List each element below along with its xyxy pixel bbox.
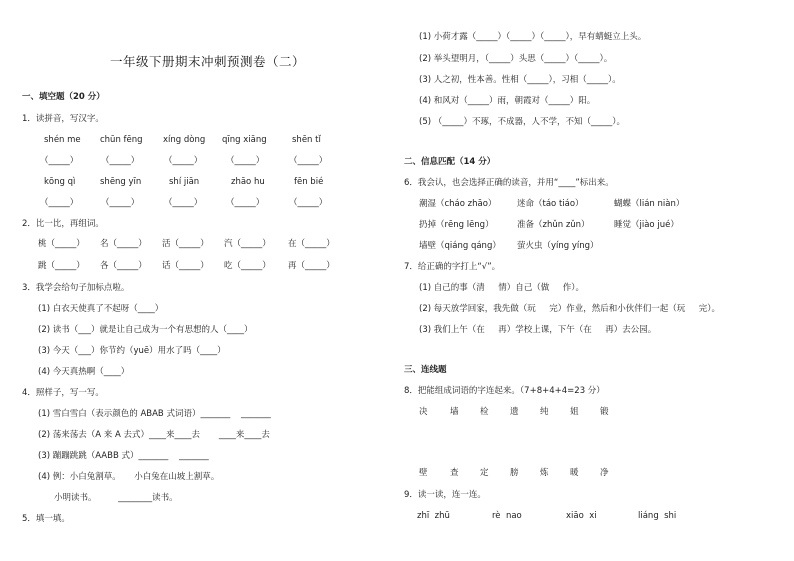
- section-1-heading: 一、填空题（20 分）: [22, 92, 105, 102]
- blank-2-5[interactable]: （_____）: [289, 198, 328, 208]
- q5-item-3[interactable]: (3) 人之初，性本善。性相（_____），习相（_____）。: [419, 75, 621, 85]
- blank-1-4[interactable]: （_____）: [226, 156, 265, 166]
- q7-item-2[interactable]: (2) 每天放学回家，我先做（玩 完）作业，然后和小伙伴们一起（玩 完）。: [419, 304, 721, 314]
- blank-2-1[interactable]: （_____）: [40, 198, 79, 208]
- q6-2-1[interactable]: 扔掉（rēng lēng）: [419, 220, 494, 230]
- pinyin-2-2: shēng yīn: [100, 177, 142, 187]
- q9-pinyin-2[interactable]: rè nao: [492, 511, 522, 521]
- blank-2-4[interactable]: （_____）: [226, 198, 265, 208]
- q8-top-6[interactable]: 姐: [570, 407, 579, 417]
- q5-item-2[interactable]: (2) 举头望明月，（_____）头思（_____）（_____）。: [419, 54, 613, 64]
- q6-3-1[interactable]: 墙壁（qiáng qáng）: [419, 241, 501, 251]
- q8-bottom-6[interactable]: 暖: [570, 468, 579, 478]
- section-3-heading: 三、连线题: [404, 365, 447, 375]
- compare-2-1[interactable]: 跳（_____）: [38, 261, 85, 271]
- pinyin-1-5: shēn tǐ: [292, 135, 321, 145]
- compare-1-5[interactable]: 在（_____）: [288, 239, 335, 249]
- compare-1-4[interactable]: 汽（_____）: [224, 239, 271, 249]
- q5-item-4[interactable]: (4) 和风对（_____）雨，朝霞对（_____）阳。: [419, 96, 596, 106]
- q4-example[interactable]: 小明读书。 ________读书。: [54, 493, 178, 503]
- question-1: 1．读拼音，写汉字。: [22, 114, 104, 124]
- q6-3-2[interactable]: 萤火虫（yíng yíng）: [517, 241, 599, 251]
- compare-1-3[interactable]: 活（_____）: [162, 239, 209, 249]
- question-7: 7．给正确的字打上“√”。: [404, 262, 501, 272]
- question-4: 4．照样子，写一写。: [22, 388, 104, 398]
- q8-top-7[interactable]: 锻: [600, 407, 609, 417]
- q7-item-3[interactable]: (3) 我们上午（在 再）学校上课，下午（在 再）去公园。: [419, 325, 657, 335]
- pinyin-2-1: kōng qì: [44, 177, 76, 187]
- blank-1-3[interactable]: （_____）: [164, 156, 203, 166]
- page-title: 一年级下册期末冲刺预测卷（二）: [110, 54, 306, 69]
- question-6: 6．我会认，也会选择正确的读音，并用“____”标出来。: [404, 178, 614, 188]
- q6-2-3[interactable]: 睡觉（jiào jué）: [614, 220, 679, 230]
- q3-item-3[interactable]: (3) 今天（___）你节约（yuē）用水了吗（____）: [38, 346, 226, 356]
- blank-1-2[interactable]: （_____）: [101, 156, 140, 166]
- q8-bottom-7[interactable]: 净: [600, 468, 609, 478]
- compare-2-3[interactable]: 话（_____）: [162, 261, 209, 271]
- pinyin-1-1: shén me: [44, 135, 81, 145]
- section-2-heading: 二、信息匹配（14 分）: [404, 157, 496, 167]
- q3-item-2[interactable]: (2) 读书（___）就是让自己成为一个有思想的人（____）: [38, 325, 253, 335]
- q7-item-1[interactable]: (1) 自己的事（清 情）自己（做 作）。: [419, 283, 585, 293]
- q8-top-4[interactable]: 遗: [510, 407, 519, 417]
- pinyin-2-3: shí jiān: [169, 177, 200, 187]
- q8-top-3[interactable]: 检: [480, 407, 489, 417]
- q3-item-4[interactable]: (4) 今天真热啊（____）: [38, 367, 130, 377]
- q6-1-3[interactable]: 蝴蝶（lián niàn）: [614, 199, 685, 209]
- question-5: 5．填一填。: [22, 514, 70, 524]
- q5-item-5[interactable]: (5) （_____）不琢，不成器，人不学，不知（_____）。: [419, 117, 625, 127]
- pinyin-2-4: zhāo hu: [231, 177, 265, 187]
- q9-pinyin-4[interactable]: liáng shi: [638, 511, 677, 521]
- compare-1-2[interactable]: 名（_____）: [100, 239, 147, 249]
- q8-bottom-2[interactable]: 查: [450, 468, 459, 478]
- pinyin-1-4: qīng xiāng: [222, 135, 267, 145]
- blank-2-3[interactable]: （_____）: [164, 198, 203, 208]
- pinyin-1-3: xíng dòng: [163, 135, 206, 145]
- question-3: 3．我学会给句子加标点啦。: [22, 283, 130, 293]
- q4-item-3[interactable]: (3) 蹦蹦跳跳（AABB 式）_______ _______: [38, 451, 209, 461]
- q6-1-2[interactable]: 迷命（táo tiáo）: [517, 199, 584, 209]
- q8-bottom-3[interactable]: 定: [480, 468, 489, 478]
- blank-2-2[interactable]: （_____）: [101, 198, 140, 208]
- q4-item-2[interactable]: (2) 荡来荡去（A 来 A 去式）____来____去 ____来____去: [38, 430, 270, 440]
- q8-bottom-4[interactable]: 膀: [510, 468, 519, 478]
- compare-2-2[interactable]: 各（_____）: [100, 261, 147, 271]
- q4-item-1[interactable]: (1) 雪白雪白（表示颜色的 ABAB 式词语）_______ _______: [38, 409, 271, 419]
- question-2: 2．比一比，再组词。: [22, 219, 104, 229]
- compare-1-1[interactable]: 桃（_____）: [38, 239, 85, 249]
- q8-bottom-5[interactable]: 炼: [540, 468, 549, 478]
- question-9: 9．读一读，连一连。: [404, 490, 486, 500]
- pinyin-2-5: fēn bié: [294, 177, 324, 187]
- q3-item-1[interactable]: (1) 白衣天使真了不起呀（____）: [38, 304, 164, 314]
- q8-bottom-1[interactable]: 壁: [419, 468, 428, 478]
- q8-top-2[interactable]: 墙: [450, 407, 459, 417]
- blank-1-1[interactable]: （_____）: [40, 156, 79, 166]
- q8-top-5[interactable]: 纯: [540, 407, 549, 417]
- q9-pinyin-3[interactable]: xiāo xi: [566, 511, 597, 521]
- q4-item-4: (4) 例：小白兔割草。 小白兔在山坡上割草。: [38, 472, 220, 482]
- q6-2-2[interactable]: 准备（zhǔn zǔn）: [517, 220, 590, 230]
- q5-item-1[interactable]: (1) 小荷才露（_____）（_____）（_____），早有蜻蜓立上头。: [419, 32, 647, 42]
- blank-1-5[interactable]: （_____）: [289, 156, 328, 166]
- pinyin-1-2: chūn fēng: [100, 135, 143, 145]
- q8-top-1[interactable]: 决: [419, 407, 428, 417]
- compare-2-5[interactable]: 再（_____）: [288, 261, 335, 271]
- compare-2-4[interactable]: 吃（_____）: [224, 261, 271, 271]
- q9-pinyin-1[interactable]: zhī zhū: [417, 511, 450, 521]
- question-8: 8．把能组成词语的字连起来。（7+8+4+4=23 分）: [404, 386, 605, 396]
- q6-1-1[interactable]: 潮湿（cháo zhāo）: [419, 199, 497, 209]
